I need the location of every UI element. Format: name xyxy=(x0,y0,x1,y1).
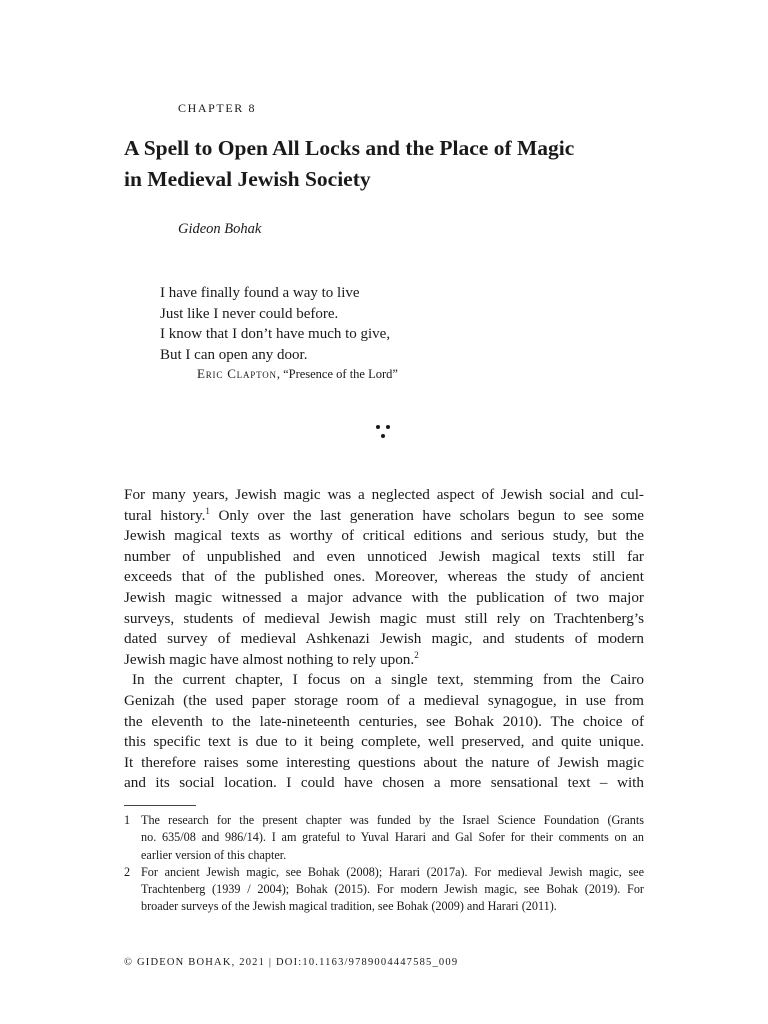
footnote xyxy=(124,864,644,916)
chapter-label: CHAPTER 8 xyxy=(178,101,257,115)
text-line: Jewish magic witnessed a major advance with the publication of two major xyxy=(124,588,644,606)
attribution-work: , “Presence of the Lord” xyxy=(276,367,398,381)
epigraph-line: Just like I never could before. xyxy=(160,305,339,322)
paragraph xyxy=(124,670,644,794)
epigraph xyxy=(160,283,390,365)
copyright-doi-footer: © GIDEON BOHAK, 2021 | DOI:10.1163/9789004447585_009 xyxy=(124,957,459,968)
footnote-ref[interactable]: 1 xyxy=(205,505,210,516)
epigraph-line: But I can open any door. xyxy=(160,346,308,363)
footnote-ref[interactable]: 2 xyxy=(414,649,419,660)
text-line: the eleventh to the late-nineteenth centuries, see Bohak 2010). The choice of xyxy=(124,712,644,730)
footnote-line: earlier version of this chapter. xyxy=(141,847,287,862)
paragraph xyxy=(124,485,644,670)
text-line: tural history.$^1$ Only over the last generation have scholars begun to see some xyxy=(124,505,644,524)
text-line: surveys, students of medieval Jewish magic must still rely on Trachtenberg’s xyxy=(124,609,644,627)
footnote-divider xyxy=(124,805,196,806)
text-line: and its social location. I could have chosen a more sensational text – with xyxy=(124,774,644,792)
text-line: Jewish magical texts as worthy of critical editions and serious study, but the xyxy=(124,527,644,545)
footnote xyxy=(124,812,644,864)
footnote-line: broader surveys of the Jewish magical tradition, see Bohak (2009) and Harari (2011). xyxy=(141,899,557,914)
footnote-line: For ancient Jewish magic, see Bohak (2008); Harari (2017a). For medieval Jewish magic, see xyxy=(141,864,644,879)
epigraph-line: I know that I don’t have much to give, xyxy=(160,326,391,342)
text-line: number of unpublished and even unnoticed Jewish magical texts still far xyxy=(124,547,644,565)
text-line: In the current chapter, I focus on a single text, stemming from the Cairo xyxy=(132,671,644,689)
text-line: For many years, Jewish magic was a neglected aspect of Jewish social and cul- xyxy=(124,486,644,503)
body-text xyxy=(124,485,644,794)
title-line-2: in Medieval Jewish Society xyxy=(124,167,371,191)
footnote-line: The research for the present chapter was funded by the Israel Science Foundation (Grants xyxy=(141,813,644,827)
footnote-line: no. 635/08 and 986/14). I am grateful to Yuval Harari and Gal Sofer for their comments on an xyxy=(141,830,644,845)
author-name: Gideon Bohak xyxy=(178,221,262,237)
footnote-number: 1 xyxy=(124,813,131,827)
text-line: exceeds that of the published ones. Moreover, whereas the study of ancient xyxy=(124,568,644,586)
epigraph-attribution xyxy=(197,366,398,382)
chapter-title xyxy=(124,133,664,195)
epigraph-line: I have finally found a way to live xyxy=(160,285,360,301)
footnotes xyxy=(124,812,644,916)
title-line-1: A Spell to Open All Locks and the Place of Magic xyxy=(124,136,575,160)
footnote-number: 2 xyxy=(124,864,131,879)
footnote-line: Trachtenberg (1939 / 2004); Bohak (2015). For modern Jewish magic, see Bohak (2019). For xyxy=(141,882,644,897)
text-line: this specific text is due to it being complete, well preserved, and quite unique. xyxy=(124,733,644,751)
text-line: Genizah (the used paper storage room of a medieval synagogue, in use from xyxy=(124,691,644,709)
attribution-author: Eric Clapton xyxy=(197,366,277,381)
text-line: It therefore raises some interesting questions about the nature of Jewish magic xyxy=(124,753,644,771)
text-line: dated survey of medieval Ashkenazi Jewish magic, and students of modern xyxy=(124,630,644,648)
section-ornament xyxy=(370,420,400,444)
text-line: Jewish magic have almost nothing to rely upon.$^2$ xyxy=(124,649,419,668)
